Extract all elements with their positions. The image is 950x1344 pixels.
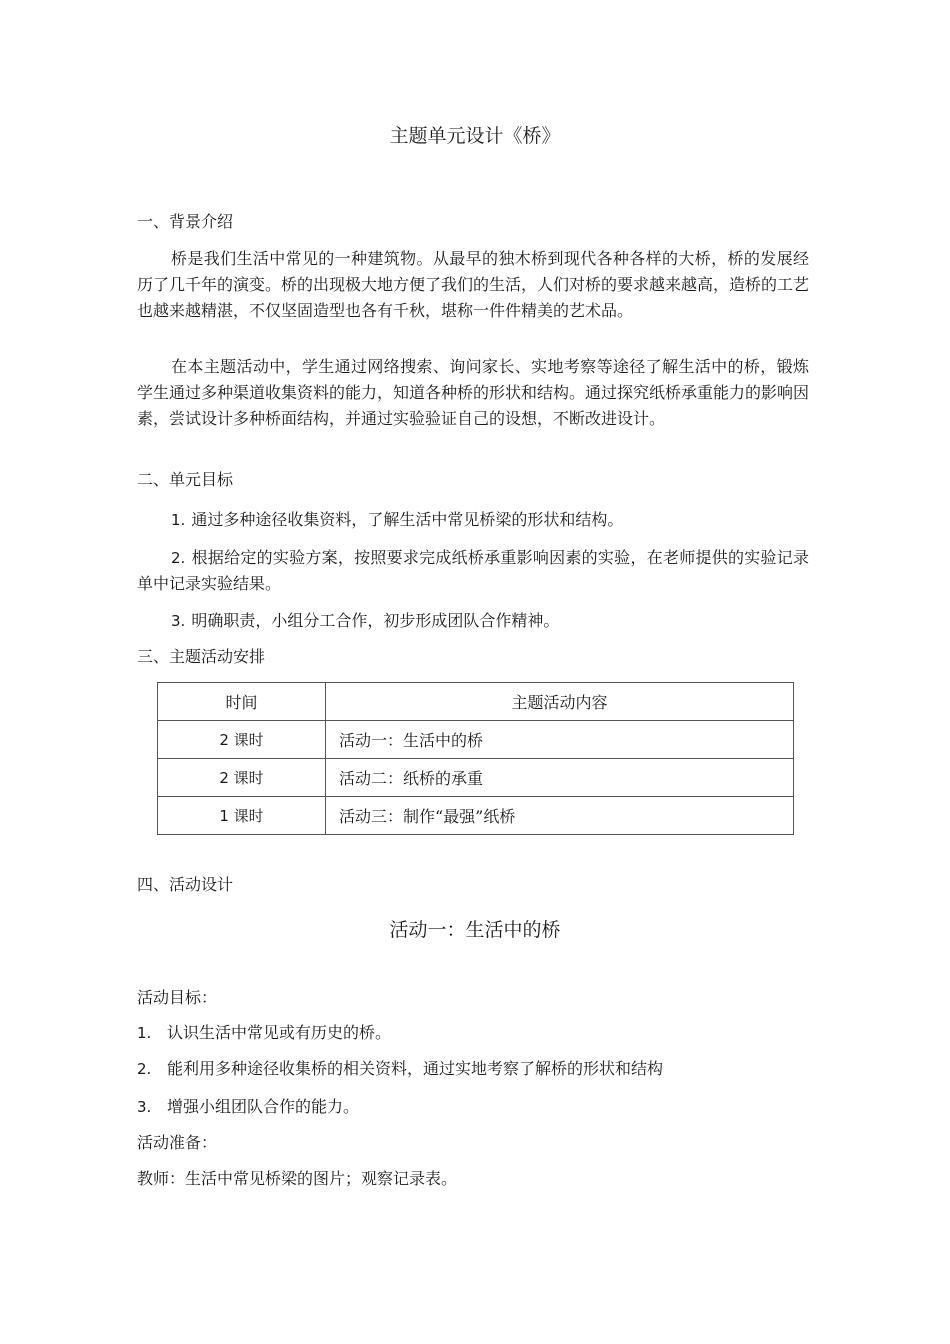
background-paragraph-1: 桥是我们生活中常见的一种建筑物。从最早的独木桥到现代各种各样的大桥，桥的发展经历了几千年的演变。桥的出现极大地方便了我们的生活，人们对桥的要求越来越高，造桥的工艺也越来越精湛，不仅坚固造型也各有千秋，堪称一件件精美的艺术品。 bbox=[137, 249, 810, 320]
row-time: 2 课时 bbox=[158, 759, 326, 797]
section-heading-design: 四、活动设计 bbox=[137, 875, 234, 894]
section-heading-goals: 二、单元目标 bbox=[137, 470, 234, 489]
unit-goal-number: 1. bbox=[171, 511, 186, 529]
activity-goal-text: 认识生活中常见或有历史的桥。 bbox=[167, 1023, 392, 1042]
document-title: 主题单元设计《桥》 bbox=[389, 125, 561, 147]
activity-prep-label: 活动准备： bbox=[137, 1133, 218, 1152]
table-row bbox=[158, 797, 794, 835]
activity-goal-item bbox=[137, 1020, 391, 1046]
activity-prep-teacher: 教师：生活中常见桥梁的图片；观察记录表。 bbox=[137, 1169, 458, 1188]
activity-goal-item bbox=[137, 1056, 663, 1082]
activity-goal-text: 增强小组团队合作的能力。 bbox=[167, 1097, 360, 1116]
column-header-time: 时间 bbox=[158, 683, 326, 721]
activity-title: 活动一：生活中的桥 bbox=[389, 919, 561, 941]
unit-goal-text: 根据给定的实验方案，按照要求完成纸桥承重影响因素的实验，在老师提供的实验记录单中记录实验结果。 bbox=[137, 548, 809, 593]
schedule-table bbox=[157, 682, 794, 835]
row-content: 活动三：制作“最强”纸桥 bbox=[326, 797, 794, 835]
table-row bbox=[158, 721, 794, 759]
unit-goal-item bbox=[137, 608, 809, 634]
unit-goal-number: 2. bbox=[171, 549, 186, 567]
activity-goal-number: 3. bbox=[137, 1098, 152, 1116]
table-row bbox=[158, 759, 794, 797]
background-paragraph-2: 在本主题活动中，学生通过网络搜索、询问家长、实地考察等途径了解生活中的桥，锻炼学生通过多种渠道收集资料的能力，知道各种桥的形状和结构。通过探究纸桥承重能力的影响因素，尝试设计多种桥面结构，并通过实验验证自己的设想，不断改进设计。 bbox=[137, 357, 810, 428]
activity-goal-number: 1. bbox=[137, 1024, 152, 1042]
row-time: 2 课时 bbox=[158, 721, 326, 759]
column-header-content: 主题活动内容 bbox=[326, 683, 794, 721]
unit-goal-text: 通过多种途径收集资料，了解生活中常见桥梁的形状和结构。 bbox=[191, 510, 624, 529]
row-content: 活动一：生活中的桥 bbox=[326, 721, 794, 759]
unit-goal-text: 明确职责，小组分工合作，初步形成团队合作精神。 bbox=[191, 611, 560, 630]
section-heading-background: 一、背景介绍 bbox=[137, 212, 234, 231]
section-heading-schedule: 三、主题活动安排 bbox=[137, 647, 266, 666]
activity-goals-label: 活动目标： bbox=[137, 988, 218, 1007]
row-time: 1 课时 bbox=[158, 797, 326, 835]
unit-goal-item bbox=[137, 545, 809, 597]
activity-goal-text: 能利用多种途径收集桥的相关资料，通过实地考察了解桥的形状和结构 bbox=[167, 1059, 664, 1078]
table-header-row bbox=[158, 683, 794, 721]
activity-goal-number: 2. bbox=[137, 1060, 152, 1078]
unit-goal-number: 3. bbox=[171, 612, 186, 630]
unit-goal-item bbox=[137, 507, 809, 533]
activity-goal-item bbox=[137, 1094, 359, 1120]
row-content: 活动二：纸桥的承重 bbox=[326, 759, 794, 797]
